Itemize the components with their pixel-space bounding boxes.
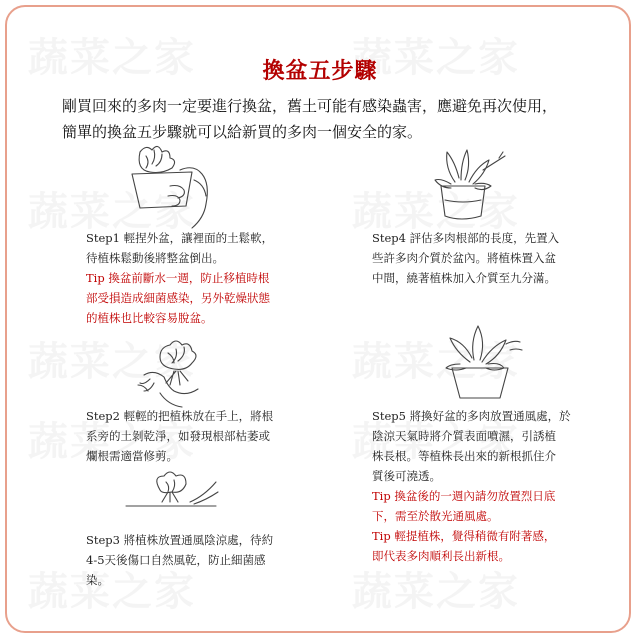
step2-line: 爛根需適當修剪。 bbox=[86, 449, 178, 463]
step3-line: Step3 將植株放置通風陰涼處，待約 bbox=[86, 533, 274, 547]
step5-tip-line: 下，需至於散光通風處。 bbox=[372, 509, 499, 523]
step4-line: 中間，繞著植株加入介質至九分滿。 bbox=[372, 271, 556, 285]
plant-in-glass-pot-icon bbox=[415, 140, 515, 230]
step5-line: 陰涼天氣時將介質表面噴濕，引誘植 bbox=[372, 429, 556, 443]
step5-line: Step5 將換好盆的多肉放置通風處，於 bbox=[372, 409, 571, 423]
step1-line: 待植株鬆動後將整盆倒出。 bbox=[86, 251, 224, 265]
step1-line: Step1 輕捏外盆，讓裡面的土鬆軟， bbox=[86, 231, 274, 245]
step2-line: Step2 輕輕的把植株放在手上，將根 bbox=[86, 409, 274, 423]
step4-line: 些許多肉介質於盆內。將植株置入盆 bbox=[372, 251, 556, 265]
hand-squeezing-pot-icon bbox=[110, 140, 220, 230]
intro-line: 剛買回來的多肉一定要進行換盆，舊土可能有感染蟲害，應避免再次使用， bbox=[62, 97, 558, 115]
step3-text bbox=[86, 530, 273, 590]
step5-tip-line: 即代表多肉順利長出新根。 bbox=[372, 549, 510, 563]
step1-tip-line: 的植株也比較容易脫盆。 bbox=[86, 311, 213, 325]
step5-line: 株長根。等植株長出來的新根抓住介 bbox=[372, 449, 556, 463]
step5-tip-line: Tip 輕提植株，覺得稍微有附著感， bbox=[372, 529, 556, 543]
step1-tip-line: 部受損造成細菌感染，另外乾燥狀態 bbox=[86, 291, 270, 305]
intro-paragraph bbox=[62, 93, 582, 145]
potted-succulent-icon bbox=[430, 322, 530, 402]
step5-line: 質後可澆透。 bbox=[372, 469, 441, 483]
page-title: 換盆五步驟 bbox=[262, 58, 378, 84]
step5-tip-line: Tip 換盆後的一週內請勿放置烈日底 bbox=[372, 489, 556, 503]
step4-line: Step4 評估多肉根部的長度，先置入 bbox=[372, 231, 560, 245]
step5-text bbox=[372, 406, 571, 566]
intro-line: 簡單的換盆五步驟就可以給新買的多肉一個安全的家。 bbox=[62, 123, 423, 141]
step2-line: 系旁的土剝乾淨，如發現根部枯萎或 bbox=[86, 429, 270, 443]
step1-text bbox=[86, 228, 273, 328]
step4-text bbox=[372, 228, 559, 288]
step2-text bbox=[86, 406, 273, 466]
step1-tip-line: Tip 換盆前斷水一週，防止移植時根 bbox=[86, 271, 270, 285]
drying-plant-icon bbox=[120, 468, 230, 523]
step3-line: 4-5天後傷口自然風乾，防止細菌感 bbox=[86, 553, 266, 567]
hand-holding-plant-icon bbox=[130, 335, 220, 410]
step3-line: 染。 bbox=[86, 573, 109, 587]
